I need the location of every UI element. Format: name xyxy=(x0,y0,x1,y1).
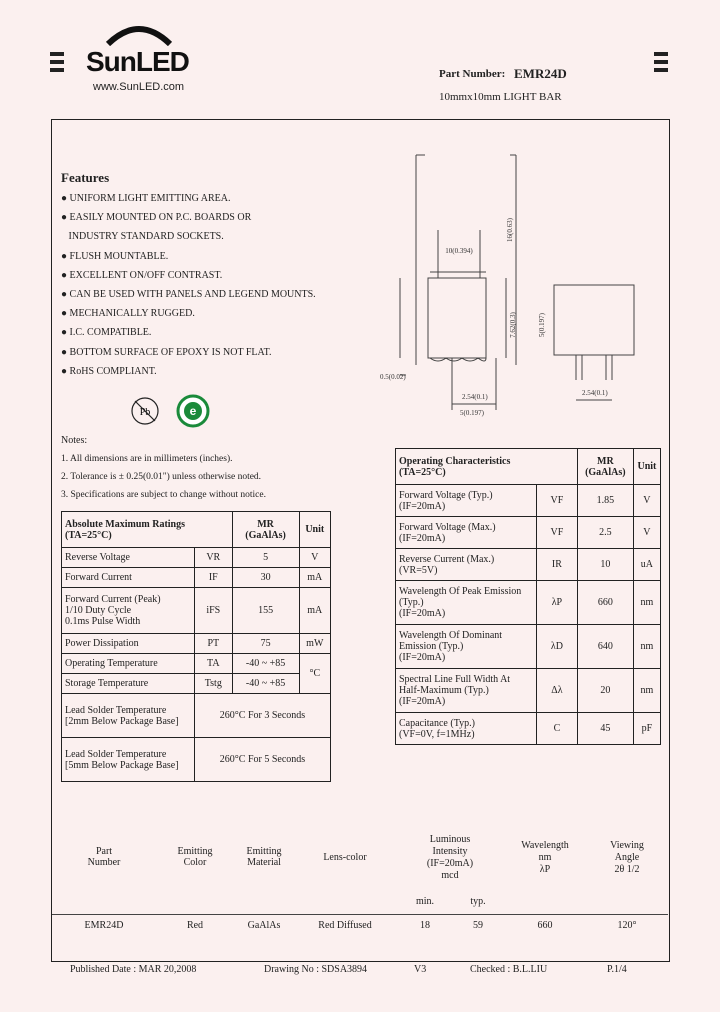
features-list xyxy=(61,189,316,381)
dim-body-label: 7.62(0.3) xyxy=(509,312,517,338)
feature-item: ● EASILY MOUNTED ON P.C. BOARDS OR xyxy=(61,212,252,224)
recycle-icon xyxy=(176,394,210,428)
table-row: Forward Current (Peak) 1/10 Duty Cycle 0.1ms Pulse Width iFS 155 mA xyxy=(62,588,331,634)
feature-item: ● BOTTOM SURFACE OF EPOXY IS NOT FLAT. xyxy=(61,346,272,358)
left-bars-icon xyxy=(50,52,64,76)
dim-side-label: 5(0.197) xyxy=(538,313,546,337)
sunled-logo-arc-icon xyxy=(104,20,174,46)
feature-item: ● I.C. COMPATIBLE. xyxy=(61,327,152,339)
dim-pin-label: 0.5(0.02) xyxy=(380,373,406,381)
feature-item: ● CAN BE USED WITH PANELS AND LEGEND MOUNTS. xyxy=(61,288,316,300)
notes-title: Notes: xyxy=(61,435,88,446)
website: www.SunLED.com xyxy=(93,81,185,93)
part-header-wavelength: Wavelength nm λP xyxy=(521,840,569,875)
table-row: Reverse Voltage VR 5 V xyxy=(62,548,331,568)
abs-max-unit-header: Unit xyxy=(299,512,330,548)
dim-lead-label: 5(0.197) xyxy=(460,409,484,417)
note-item: 2. Tolerance is ± 0.25(0.01") unless otherwise noted. xyxy=(61,471,262,482)
part-header-color: Emitting Color xyxy=(177,846,213,868)
table-row: Power Dissipation PT 75 mW xyxy=(62,634,331,654)
description: 10mmx10mm LIGHT BAR xyxy=(439,91,562,103)
brand-logo: SunLED xyxy=(86,46,189,77)
feature-item: INDUSTRY STANDARD SOCKETS. xyxy=(68,231,224,243)
feature-item: ● UNIFORM LIGHT EMITTING AREA. xyxy=(61,193,231,204)
feature-item: ● FLUSH MOUNTABLE. xyxy=(61,250,169,262)
part-table-divider xyxy=(52,914,668,915)
notes-list xyxy=(61,451,266,504)
right-bars-icon xyxy=(654,52,668,76)
table-row: Forward Voltage (Max.) (IF=20mA) VF 2.5 V xyxy=(396,517,661,549)
part-header-material: Emitting Material xyxy=(246,846,282,868)
table-row: Storage Temperature Tstg -40 ~ +85 xyxy=(62,674,331,694)
dimension-drawing xyxy=(370,150,660,425)
dim-side-pitch-label: 2.54(0.1) xyxy=(582,389,608,397)
dim-height-label: 16(0.63) xyxy=(506,218,514,242)
footer-checked: Checked : B.L.LIU xyxy=(470,964,548,975)
part-header-part: Part Number xyxy=(87,846,121,868)
part-header-min: min. xyxy=(415,896,435,907)
dim-width-label: 10(0.394) xyxy=(445,247,473,255)
op-char-unit-header: Unit xyxy=(633,449,660,485)
table-row: Lead Solder Temperature [5mm Below Package Base] 260°C For 5 Seconds xyxy=(62,738,331,782)
e-text: e xyxy=(189,404,197,418)
table-row: Forward Current IF 30 mA xyxy=(62,568,331,588)
table-row: Wavelength Of Peak Emission (Typ.) (IF=20mA) λP 660 nm xyxy=(396,581,661,625)
feature-item: ● EXCELLENT ON/OFF CONTRAST. xyxy=(61,269,223,281)
feature-item: ● MECHANICALLY RUGGED. xyxy=(61,308,195,320)
op-char-mr-header: MR (GaAlAs) xyxy=(577,449,633,485)
part-number: EMR24D xyxy=(514,66,567,81)
part-header-viewing-angle: Viewing Angle 2θ 1/2 xyxy=(610,840,644,875)
pb-text: Pb xyxy=(139,407,151,418)
features-title: Features xyxy=(61,170,110,185)
dim-pitch-label: 2.54(0.1) xyxy=(462,393,488,401)
note-item: 3. Specifications are subject to change without notice. xyxy=(61,489,266,500)
part-table-row: EMR24D Red GaAlAs Red Diffused 18 59 660 120° xyxy=(84,920,637,931)
footer-drawing: Drawing No : SDSA3894 xyxy=(264,964,368,975)
note-item: 1. All dimensions are in millimeters (inches). xyxy=(61,454,233,464)
abs-max-mr-header: MR (GaAlAs) xyxy=(232,512,299,548)
feature-item: ● RoHS COMPLIANT. xyxy=(61,365,157,377)
part-header-typ: typ. xyxy=(470,896,486,907)
footer-published: Published Date : MAR 20,2008 xyxy=(70,964,197,975)
abs-max-title: Absolute Maximum Ratings (TA=25°C) xyxy=(62,512,233,548)
table-row: Spectral Line Full Width At Half-Maximum (Typ.) (IF=20mA) Δλ 20 nm xyxy=(396,669,661,713)
table-row: Wavelength Of Dominant Emission (Typ.) (IF=20mA) λD 640 nm xyxy=(396,625,661,669)
operating-characteristics-table xyxy=(395,448,661,745)
table-row: Reverse Current (Max.) (VR=5V) IR 10 uA xyxy=(396,549,661,581)
table-row: Lead Solder Temperature [2mm Below Package Base] 260°C For 3 Seconds xyxy=(62,694,331,738)
footer-page: P.1/4 xyxy=(607,964,627,975)
part-number-label: Part Number: xyxy=(439,68,506,80)
table-row: Capacitance (Typ.) (VF=0V, f=1MHz) C 45 pF xyxy=(396,713,661,745)
op-char-title: Operating Characteristics (TA=25°C) xyxy=(396,449,578,485)
table-row: Forward Voltage (Typ.) (IF=20mA) VF 1.85 V xyxy=(396,485,661,517)
part-header-lens: Lens-color xyxy=(323,852,367,863)
part-header-luminous: Luminous Intensity (IF=20mA) mcd xyxy=(426,834,474,881)
table-row: Operating Temperature TA -40 ~ +85 °C xyxy=(62,654,331,674)
footer-version: V3 xyxy=(414,964,427,975)
pb-free-icon xyxy=(130,396,160,426)
absolute-maximum-ratings-table xyxy=(61,511,331,782)
